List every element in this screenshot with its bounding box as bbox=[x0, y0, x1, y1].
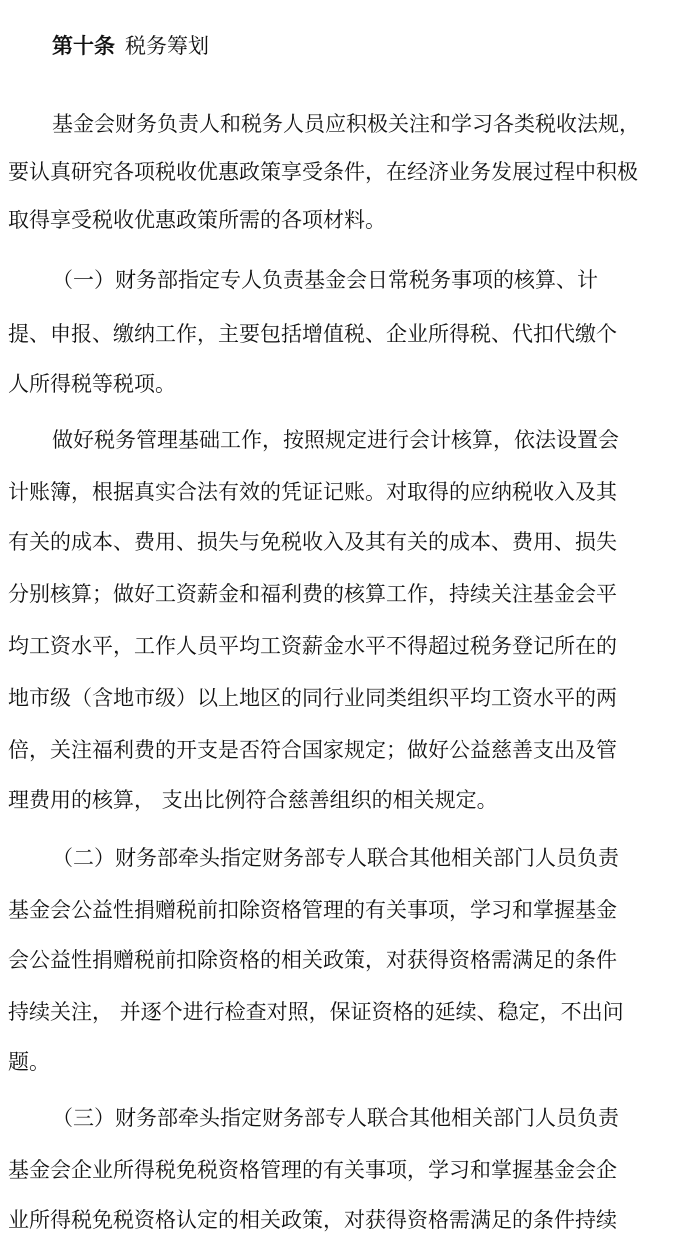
paragraph-line: 业所得税免税资格认定的相关政策，对获得资格需满足的条件持续 bbox=[8, 1208, 617, 1232]
paragraph-line: 会公益性捐赠税前扣除资格的相关政策，对获得资格需满足的条件 bbox=[8, 948, 617, 972]
paragraph-line: （一）财务部指定专人负责基金会日常税务事项的核算、计 bbox=[52, 268, 598, 292]
paragraph-line: 倍，关注福利费的开支是否符合国家规定；做好公益慈善支出及管 bbox=[8, 738, 617, 762]
paragraph-line: 持续关注， 并逐个进行检查对照，保证资格的延续、稳定，不出问 bbox=[8, 1000, 624, 1024]
paragraph-line: 分别核算；做好工资薪金和福利费的核算工作，持续关注基金会平 bbox=[8, 582, 617, 606]
paragraph-line: 均工资水平，工作人员平均工资薪金水平不得超过税务登记所在的 bbox=[8, 634, 617, 658]
paragraph-line: 题。 bbox=[8, 1050, 50, 1074]
paragraph-line: 有关的成本、费用、损失与免税收入及其有关的成本、费用、损失 bbox=[8, 530, 617, 554]
paragraph-line: 人所得税等税项。 bbox=[8, 372, 176, 396]
paragraph-line: 取得享受税收优惠政策所需的各项材料。 bbox=[8, 208, 386, 232]
paragraph-line: 提、申报、缴纳工作，主要包括增值税、企业所得税、代扣代缴个 bbox=[8, 322, 617, 346]
paragraph-line: 理费用的核算， 支出比例符合慈善组织的相关规定。 bbox=[8, 788, 498, 812]
paragraph-line: 做好税务管理基础工作，按照规定进行会计核算，依法设置会 bbox=[52, 428, 619, 452]
article-heading bbox=[52, 32, 209, 60]
paragraph-line: 基金会财务负责人和税务人员应积极关注和学习各类税收法规， bbox=[52, 112, 640, 136]
article-number: 第十条 bbox=[52, 33, 115, 58]
paragraph-line: （二）财务部牵头指定财务部专人联合其他相关部门人员负责 bbox=[52, 846, 619, 870]
paragraph-line: 基金会企业所得税免税资格管理的有关事项，学习和掌握基金会企 bbox=[8, 1158, 617, 1182]
paragraph-line: 基金会公益性捐赠税前扣除资格管理的有关事项，学习和掌握基金 bbox=[8, 898, 617, 922]
article-title: 税务筹划 bbox=[125, 34, 209, 58]
paragraph-line: 地市级（含地市级）以上地区的同行业同类组织平均工资水平的两 bbox=[8, 686, 617, 710]
paragraph-line: （三）财务部牵头指定财务部专人联合其他相关部门人员负责 bbox=[52, 1106, 619, 1130]
paragraph-line: 计账簿，根据真实合法有效的凭证记账。对取得的应纳税收入及其 bbox=[8, 480, 617, 504]
paragraph-line: 要认真研究各项税收优惠政策享受条件，在经济业务发展过程中积极 bbox=[8, 160, 638, 184]
